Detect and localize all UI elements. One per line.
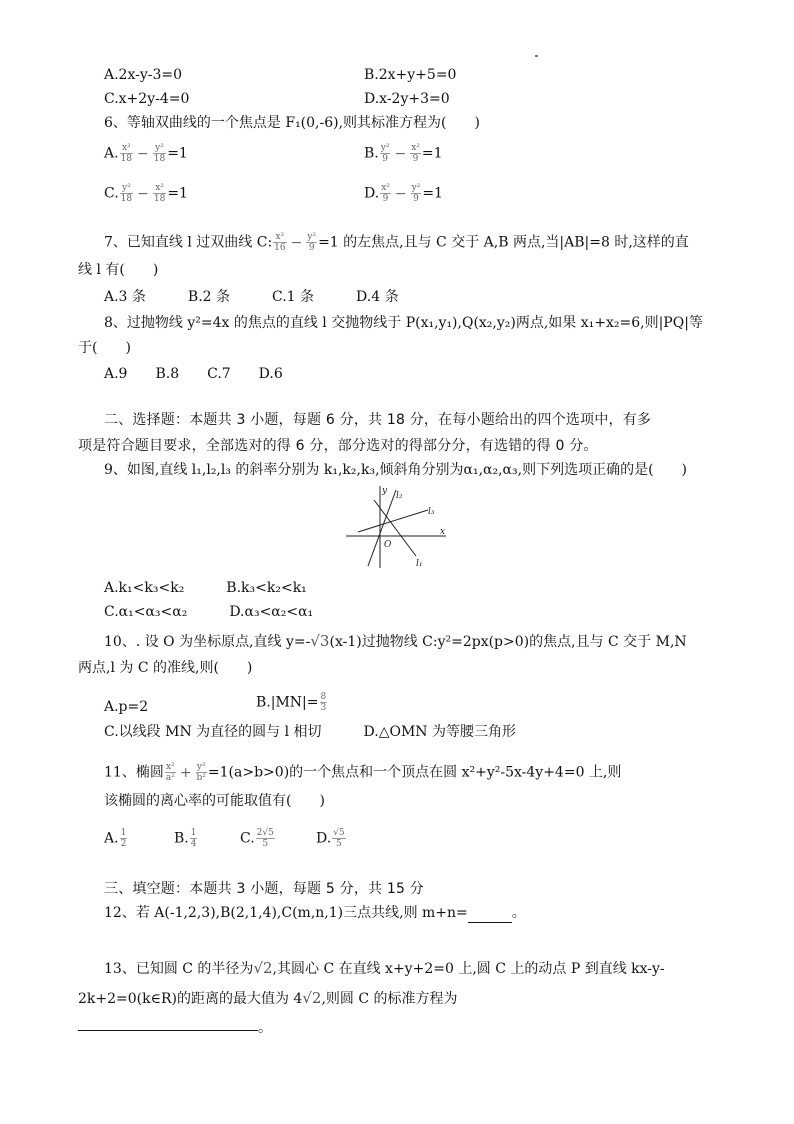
numerator: y² (120, 183, 133, 194)
y-axis-label: y (382, 486, 388, 496)
stem-text: =1(a>b>0)的一个焦点和一个顶点在圆 x²+y²-5x-4y+4=0 上,则 (207, 764, 622, 781)
q10-option-a: A.p=2 (104, 699, 149, 715)
option-label: D. (364, 185, 380, 202)
section3-heading: 三、填空题：本题共 3 小题，每题 5 分，共 15 分 (104, 881, 424, 897)
option-label: C. (104, 185, 119, 202)
q8-stem: 8、过抛物线 y²=4x 的焦点的直线 l 交抛物线于 P(x₁,y₁),Q(x₂,y₂)两点,如果 x₁+x₂=6,则|PQ|等 (104, 315, 703, 331)
numerator: x² (273, 232, 286, 243)
section2-heading: 二、选择题：本题共 3 小题，每题 6 分，共 18 分，在每小题给出的四个选项中，有多 (104, 412, 652, 428)
denominator: 5 (336, 839, 342, 849)
q11-option-a (104, 828, 128, 849)
denominator: 4 (190, 839, 197, 849)
numerator: 1 (120, 828, 127, 838)
q13-answer-blank[interactable] (78, 1030, 258, 1031)
q7-stem-line2: 线 l 有( ) (78, 262, 159, 278)
fraction (380, 183, 391, 204)
numerator: y² (196, 762, 206, 772)
q5-option-d: D.x-2y+3=0 (364, 91, 450, 107)
q8-stem-line2: 于( ) (78, 340, 131, 356)
numerator: x² (120, 143, 133, 154)
fraction (120, 828, 128, 849)
fraction (190, 828, 198, 849)
denominator: 16 (274, 243, 286, 253)
stem-text: 2k+2=0(k∈R)的距离的最大值为 4 (78, 991, 303, 1007)
numerator: 1 (190, 828, 197, 838)
q6-option-a (104, 143, 188, 164)
minus-sign: − (137, 145, 149, 162)
section2-heading-line2: 项是符合题目要求，全部选对的得 6 分，部分选对的得部分分，有选错的得 0 分。 (78, 438, 598, 454)
numerator: x² (381, 183, 390, 193)
numerator: y² (411, 183, 421, 193)
q8-options: A.9 B.8 C.7 D.6 (104, 366, 283, 382)
l3-label: l₃ (428, 507, 435, 517)
denominator: 9 (412, 154, 419, 164)
denominator: 9 (413, 194, 419, 204)
minus-sign: − (394, 145, 407, 162)
q6-stem: 6、等轴双曲线的一个焦点是 F₁(0,-6),则其标准方程为( ) (104, 115, 480, 131)
sqrt-two: √2 (253, 959, 273, 977)
stem-text: 11、椭圆 (104, 764, 164, 781)
q10-options-row2: C.以线段 MN 为直径的圆与 l 相切 D.△OMN 为等腰三角形 (104, 724, 516, 740)
numerator: x² (411, 143, 420, 153)
q12-stem (104, 903, 526, 923)
origin-label: O (384, 540, 392, 550)
denominator: 2 (120, 839, 127, 849)
q10-stem (104, 631, 687, 652)
denominator: 9 (382, 194, 389, 204)
denominator: a² (165, 773, 175, 783)
option-label: B. (174, 830, 189, 847)
q9-options-row2: C.α₁<α₃<α₂ D.α₃<α₂<α₁ (104, 604, 314, 620)
numerator: y² (153, 143, 166, 154)
q6-option-b (364, 143, 443, 164)
numerator: y² (380, 143, 390, 153)
denominator: 5 (262, 839, 269, 849)
numerator: y² (307, 232, 317, 242)
stem-text: ,则圆 C 的标准方程为 (321, 991, 458, 1007)
stem-text: (x-1)过抛物线 C:y²=2px(p>0)的焦点,且与 C 交于 M,N (329, 634, 687, 650)
fraction (256, 828, 275, 849)
denominator: b² (196, 773, 206, 783)
fraction (165, 762, 176, 783)
numerator: x² (165, 762, 175, 772)
q11-stem-line2: 该椭圆的离心率的可能取值有( ) (104, 793, 325, 809)
q6-option-d (364, 183, 443, 204)
q10-stem-line2: 两点,l 为 C 的准线,则( ) (78, 660, 253, 676)
denominator: 9 (382, 154, 388, 164)
minus-sign: − (137, 185, 149, 202)
stem-text: 13、已知圆 C 的半径为 (104, 961, 254, 977)
stem-text: =1 的左焦点,且与 C 交于 A,B 两点,当|AB|=8 时,这样的直 (318, 234, 689, 251)
numerator: 2√5 (256, 828, 274, 838)
option-label: B. (364, 145, 379, 162)
q10-option-b (256, 692, 328, 713)
stem-text: 10、. 设 O 为坐标原点,直线 y=- (104, 634, 311, 650)
q13-stem (104, 958, 665, 979)
fraction (410, 143, 421, 164)
line-l3 (358, 510, 428, 532)
numerator: √5 (333, 828, 345, 838)
fraction (306, 232, 317, 253)
l1-label: l₁ (416, 559, 423, 569)
fraction (120, 143, 133, 164)
equals-one: =1 (421, 145, 443, 162)
q5-option-b: B.2x+y+5=0 (364, 67, 457, 83)
q13-stem-line2 (78, 988, 458, 1009)
fraction (153, 183, 166, 204)
q11-option-d (316, 828, 347, 849)
fraction (196, 762, 207, 783)
numerator: 8 (320, 692, 327, 702)
q5-option-c: C.x+2y-4=0 (104, 91, 190, 107)
denominator: 9 (308, 243, 315, 253)
option-label: C. (240, 830, 255, 847)
answer-blank[interactable] (468, 908, 512, 923)
period: 。 (511, 905, 526, 921)
option-text: B.|MN|= (256, 694, 319, 711)
q11-option-c (240, 828, 276, 849)
option-label: D. (316, 830, 332, 847)
q7-options: A.3 条 B.2 条 C.1 条 D.4 条 (104, 289, 399, 305)
fraction (120, 183, 133, 204)
denominator: 18 (153, 194, 166, 204)
q13-period: 。 (258, 1020, 272, 1036)
stem-text: 7、已知直线 l 过双曲线 C: (104, 234, 273, 251)
q11-stem (104, 762, 621, 783)
minus-sign: − (290, 234, 303, 251)
scan-speck (535, 55, 538, 57)
equals-one: =1 (422, 185, 443, 202)
option-label: A. (104, 830, 119, 847)
fraction (332, 828, 345, 849)
stem-text: 12、若 A(-1,2,3),B(2,1,4),C(m,n,1)三点共线,则 m+n= (104, 905, 468, 921)
equals-one: =1 (167, 145, 188, 162)
plus-sign: + (179, 764, 192, 781)
q9-stem: 9、如图,直线 l₁,l₂,l₃ 的斜率分别为 k₁,k₂,k₃,倾斜角分别为α₁,α₂,α₃,则下列选项正确的是( ) (104, 462, 687, 478)
q6-option-c (104, 183, 188, 204)
denominator: 18 (153, 154, 166, 164)
denominator: 3 (320, 703, 327, 713)
q9-line-figure (344, 484, 448, 570)
x-axis-label: x (440, 527, 446, 537)
option-label: A. (104, 145, 119, 162)
q11-option-b (174, 828, 198, 849)
fraction (320, 692, 328, 713)
l2-label: l₂ (396, 491, 403, 501)
q5-option-a: A.2x-y-3=0 (104, 67, 183, 83)
stem-text: ,其圆心 C 在直线 x+y+2=0 上,圆 C 上的动点 P 到直线 kx-y- (272, 961, 665, 977)
fraction (273, 232, 286, 253)
numerator: x² (153, 183, 166, 194)
q7-stem (104, 232, 689, 253)
denominator: 18 (120, 154, 133, 164)
sqrt-two: √2 (302, 989, 322, 1007)
equals-one: =1 (167, 185, 188, 202)
fraction (380, 143, 391, 164)
denominator: 18 (120, 194, 133, 204)
minus-sign: − (394, 185, 407, 202)
fraction (411, 183, 422, 204)
q9-options-row1: A.k₁<k₃<k₂ B.k₃<k₂<k₁ (104, 580, 307, 596)
fraction (153, 143, 166, 164)
sqrt-three: √3 (310, 632, 330, 650)
